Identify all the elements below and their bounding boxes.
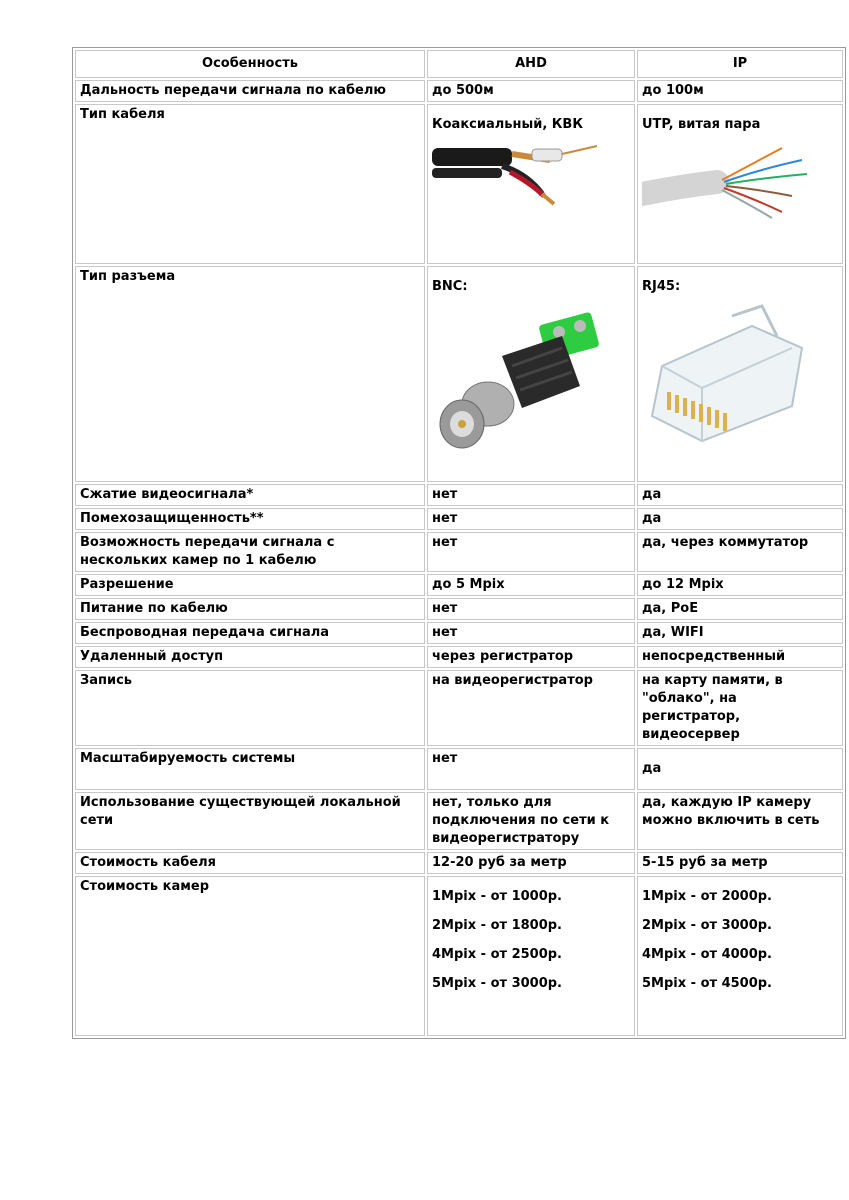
row-feature: Использование существующей локальной сети	[75, 792, 425, 850]
rj45-connector-image	[642, 296, 838, 452]
row-ip: да, PoE	[637, 598, 843, 620]
table-header-row	[75, 50, 843, 78]
row-ip-cell	[637, 266, 843, 482]
comparison-table	[72, 47, 846, 1039]
row-feature: Стоимость кабеля	[75, 852, 425, 874]
table-row	[75, 80, 843, 102]
header-ip: IP	[637, 50, 843, 78]
row-ip: UTP, витая пара	[642, 117, 761, 132]
row-ahd: до 5 Mpix	[427, 574, 635, 596]
row-feature: Помехозащищенность**	[75, 508, 425, 530]
row-ip: до 100м	[637, 80, 843, 102]
row-feature: Беспроводная передача сигнала	[75, 622, 425, 644]
list-item: 2Mpix - от 3000р.	[642, 918, 772, 933]
row-ahd: Коаксиальный, КВК	[432, 117, 583, 132]
row-feature: Масштабируемость системы	[75, 748, 425, 790]
twisted-pair-cable-icon	[642, 134, 812, 224]
row-ahd-cell	[427, 104, 635, 264]
row-ip: да, WIFI	[637, 622, 843, 644]
table-row	[75, 508, 843, 530]
row-feature: Возможность передачи сигнала с нескольких камер по 1 кабелю	[75, 532, 425, 572]
row-ip: да	[637, 508, 843, 530]
row-feature: Тип кабеля	[75, 104, 425, 264]
coaxial-cable-icon	[432, 134, 602, 212]
row-ahd: нет	[427, 748, 635, 790]
table-row	[75, 574, 843, 596]
row-ip: да, каждую IP камеру можно включить в сеть	[637, 792, 843, 850]
table-row	[75, 484, 843, 506]
row-ahd: через регистратор	[427, 646, 635, 668]
list-item: 5Mpix - от 3000р.	[432, 976, 562, 991]
list-item: 2Mpix - от 1800р.	[432, 918, 562, 933]
row-feature: Дальность передачи сигнала по кабелю	[75, 80, 425, 102]
row-ahd: на видеорегистратор	[427, 670, 635, 746]
bnc-connector-icon	[432, 296, 602, 456]
row-ip: до 12 Mpix	[637, 574, 843, 596]
table-row	[75, 598, 843, 620]
row-ahd: нет, только для подключения по сети к видеорегистратору	[427, 792, 635, 850]
table-row	[75, 792, 843, 850]
table-row	[75, 670, 843, 746]
bnc-connector-image	[432, 296, 630, 462]
row-ip: на карту памяти, в "облако", на регистратор, видеосервер	[637, 670, 843, 746]
row-feature: Питание по кабелю	[75, 598, 425, 620]
list-item: 1Mpix - от 2000р.	[642, 889, 772, 904]
table-row	[75, 646, 843, 668]
row-ahd: нет	[427, 532, 635, 572]
header-ahd: AHD	[427, 50, 635, 78]
list-item: 4Mpix - от 2500р.	[432, 947, 562, 962]
row-ip: 5-15 руб за метр	[637, 852, 843, 874]
row-feature: Стоимость камер	[75, 876, 425, 1036]
table-row	[75, 852, 843, 874]
row-ahd: нет	[427, 508, 635, 530]
row-ahd: до 500м	[427, 80, 635, 102]
table-row	[75, 748, 843, 790]
row-feature: Запись	[75, 670, 425, 746]
row-ip: да	[637, 484, 843, 506]
list-item: 5Mpix - от 4500р.	[642, 976, 772, 991]
coaxial-cable-image	[432, 134, 630, 218]
table-row	[75, 104, 843, 264]
row-ahd: нет	[427, 598, 635, 620]
table-row	[75, 266, 843, 482]
table-row	[75, 532, 843, 572]
row-feature: Разрешение	[75, 574, 425, 596]
rj45-connector-icon	[642, 296, 812, 446]
list-item: 4Mpix - от 4000р.	[642, 947, 772, 962]
row-feature: Тип разъема	[75, 266, 425, 482]
row-feature: Сжатие видеосигнала*	[75, 484, 425, 506]
row-ip: непосредственный	[637, 646, 843, 668]
row-ahd: BNC:	[432, 279, 468, 294]
row-ahd: 12-20 руб за метр	[427, 852, 635, 874]
row-feature: Удаленный доступ	[75, 646, 425, 668]
row-ip-cell	[637, 876, 843, 1036]
header-feature: Особенность	[75, 50, 425, 78]
list-item: 1Mpix - от 1000р.	[432, 889, 562, 904]
ip-camera-cost-list	[642, 888, 838, 993]
row-ahd-cell	[427, 876, 635, 1036]
row-ip: RJ45:	[642, 279, 681, 294]
row-ip: да, через коммутатор	[637, 532, 843, 572]
row-ahd: нет	[427, 484, 635, 506]
twisted-pair-cable-image	[642, 134, 838, 230]
row-ahd: нет	[427, 622, 635, 644]
row-ip: да	[642, 761, 662, 776]
table-row	[75, 876, 843, 1036]
ahd-camera-cost-list	[432, 888, 630, 993]
row-ahd-cell	[427, 266, 635, 482]
row-ip-cell	[637, 104, 843, 264]
table-row	[75, 622, 843, 644]
row-ip-cell	[637, 748, 843, 790]
